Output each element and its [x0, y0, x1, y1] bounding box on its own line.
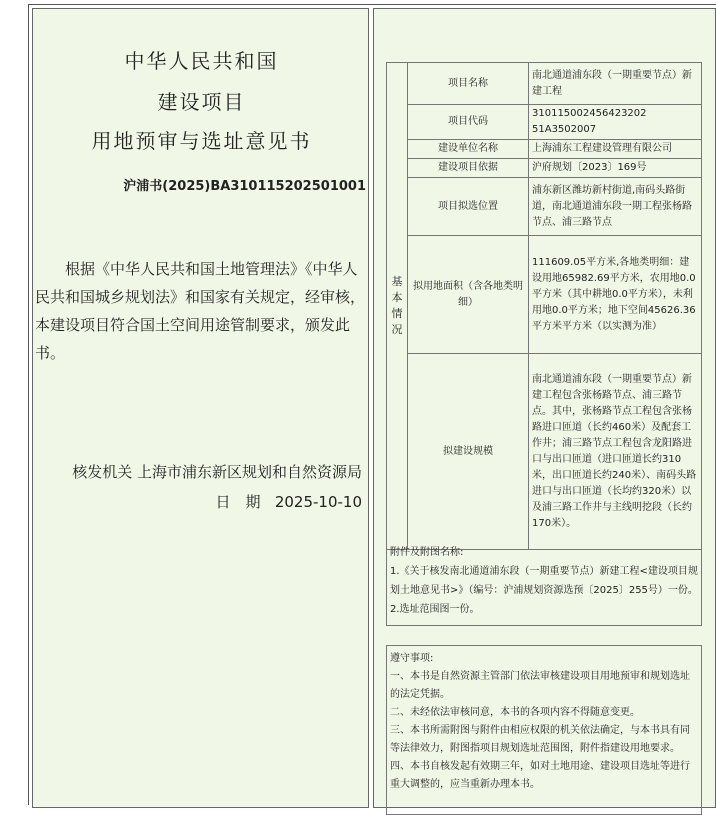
- row-label-location: 项目拟选位置: [408, 178, 529, 236]
- row-label-scale: 拟建设规模: [408, 354, 529, 550]
- notice-item: 二、未经依法审核同意，本书的各项内容不得随意变更。: [390, 707, 640, 718]
- row-value-land-area: 111609.05平方米,各地类明细：建设用地65982.69平方米，农用地0.0平方米（其中耕地0.0平方米），未利用地0.0平方米；地下空间45626.36平方米平方米（以实测为准）: [529, 236, 702, 354]
- row-value-project-name: 南北通道浦东段（一期重要节点）新建工程: [529, 63, 702, 105]
- row-value-location: 浦东新区潍坊新村街道,南码头路街道，南北通道浦东段一期工程张杨路节点、浦三路节点: [529, 178, 702, 236]
- section-label-basic-info: [387, 63, 408, 550]
- row-value-project-code: 310115002456423202 51A3502007: [529, 105, 702, 140]
- notice-section: [386, 645, 702, 815]
- row-value-basis: 沪府规划〔2023〕169号: [529, 159, 702, 178]
- attachments-text: 1.《关于核发南北通道浦东段（一期重要节点）新建工程<建设项目规划土地意见书>》（编号：沪浦规划资源选预〔2025〕255号）一份。 2.选址范围图一份。: [390, 566, 698, 615]
- section-label-text: 基本情况: [391, 275, 403, 336]
- issuer-name: 上海市浦东新区规划和自然资源局: [136, 463, 362, 481]
- document-number: 沪浦书(2025)BA310115202501001: [123, 179, 366, 194]
- notice-title: 遵守事项:: [390, 653, 434, 664]
- title-line-1: 中华人民共和国: [124, 49, 279, 73]
- date-value: 2025-10-10: [274, 493, 362, 511]
- certificate-cover-panel: [32, 8, 369, 808]
- notice-item: 四、本书自核发起有效期三年，如对土地用途、建设项目选址等进行重大调整的，应当重新办理本书。: [390, 761, 690, 790]
- row-label-project-name: 项目名称: [408, 63, 529, 105]
- date-label: 日 期: [215, 493, 261, 511]
- issuing-authority: [72, 461, 362, 482]
- row-label-project-code: 项目代码: [408, 105, 529, 140]
- title-line-3: 用地预审与选址意见书: [91, 129, 312, 153]
- notice-item: 一、本书是自然资源主管部门依法审核建设项目用地预审和规划选址的法定凭据。: [390, 671, 690, 700]
- row-label-basis: 建设项目依据: [408, 159, 529, 178]
- row-label-unit-name: 建设单位名称: [408, 140, 529, 159]
- row-value-unit-name: 上海浦东工程建设管理有限公司: [529, 140, 702, 159]
- row-value-scale: 南北通道浦东段（一期重要节点）新建工程包含张杨路节点、浦三路节点。其中，张杨路节点工程包含张杨路进口匝道（长约460米）及配套工作井；浦三路节点工程包含龙阳路进口与出口匝道（进口匝道长约310米，出口匝道长约240米）、南码头路进口与出口匝道（长均约320米）以及浦三路工作井与主线明挖段（长约170米）。: [529, 354, 702, 550]
- row-label-land-area: 拟用地面积（含各地类明细）: [408, 236, 529, 354]
- notice-item: 三、本书所需附图与附件由相应权限的机关依法确定，与本书具有同等法律效力，附图指项目规划选址范围图，附件指建设用地要求。: [390, 725, 690, 754]
- title-line-2: 建设项目: [157, 90, 246, 114]
- project-info-table: [386, 62, 702, 550]
- project-info-panel: [373, 8, 716, 808]
- certificate-body-text: 根据《中华人民共和国土地管理法》《中华人民共和国城乡规划法》和国家有关规定，经审核，本建设项目符合国土空间用途管制要求，颁发此书。: [35, 260, 366, 362]
- issue-date: [215, 491, 362, 512]
- attachments-title: 附件及附图名称:: [390, 547, 464, 558]
- issuer-label: 核发机关: [72, 463, 133, 481]
- attachments-section: [386, 541, 702, 626]
